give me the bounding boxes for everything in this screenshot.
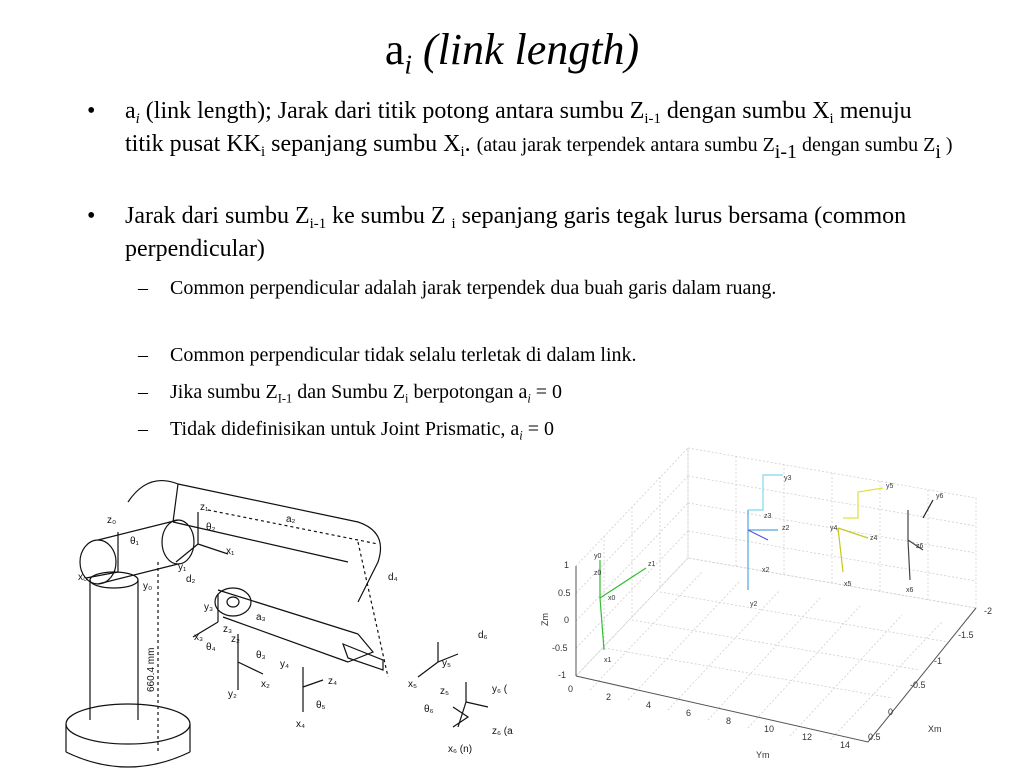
sub-i-1: i-1 <box>774 141 798 163</box>
label-theta4: θ₄ <box>206 642 216 653</box>
label-x3: x₃ <box>194 632 204 643</box>
frame-label: z3 <box>764 513 772 520</box>
frame-label: x2 <box>762 567 770 574</box>
sub-i: i <box>935 141 941 163</box>
label-x4: x₄ <box>296 719 306 730</box>
robot-arm-diagram <box>58 462 518 768</box>
label-x6: x₆ (n) <box>448 744 473 755</box>
text-a: a <box>125 98 136 124</box>
frame-label: y2 <box>750 601 758 608</box>
text-segment: ke sumbu Z <box>326 203 452 229</box>
label-a2: a₂ <box>286 514 296 525</box>
ym-tick: 14 <box>840 740 851 750</box>
dash-marker: – <box>138 277 148 299</box>
ym-tick: 0 <box>568 684 574 694</box>
text-segment: . <box>464 131 477 157</box>
sub-bullet-2 <box>138 340 930 370</box>
note-text: ) <box>940 134 953 156</box>
text-segment: = 0 <box>522 418 554 440</box>
frame-label: y6 <box>936 493 944 500</box>
upper-arm <box>128 481 381 602</box>
label-x2: x₂ <box>261 679 270 690</box>
frame-label: y5 <box>886 483 894 490</box>
note-text: (atau jarak terpendek antara sumbu Z <box>476 134 775 156</box>
text-segment: Tidak didefinisikan untuk Joint Prismatic, a <box>170 418 520 440</box>
label-d2: d₂ <box>186 574 196 585</box>
shoulder-cylinder <box>98 520 178 584</box>
dash-marker: – <box>138 381 148 403</box>
frame-label: x5 <box>844 581 852 588</box>
label-d6: d₆ <box>478 630 488 641</box>
frames-3d-plot <box>538 440 998 768</box>
ym-tick: 6 <box>686 708 692 718</box>
frame-label: x6 <box>906 587 914 594</box>
frame-label: z4 <box>870 535 878 542</box>
label-z5: z₅ <box>440 686 450 697</box>
sub-i: i <box>527 391 531 406</box>
ym-tick: 12 <box>802 732 813 742</box>
frame-3-axes <box>193 594 218 637</box>
label-y0: y₀ <box>143 581 153 592</box>
text-segment: sepanjang sumbu X <box>265 131 461 157</box>
label-x1: x₁ <box>226 546 235 557</box>
text-segment: menuju titik pusat KK <box>125 98 912 157</box>
label-z1: z₁ <box>200 502 209 513</box>
label-height: 660.4 mm <box>146 647 157 692</box>
text-segment: sepanjang garis tegak lurus bersama (common perpendicular) <box>125 203 907 262</box>
frame-label: y0 <box>594 553 602 560</box>
zm-label: Zm <box>540 613 550 626</box>
xm-tick: -1 <box>934 656 943 666</box>
wrist-block <box>343 644 383 670</box>
elbow-disk <box>215 588 251 616</box>
ym-label: Ym <box>756 750 770 760</box>
label-x0: x₀ <box>78 572 88 583</box>
xm-tick: -0.5 <box>910 680 926 690</box>
zm-tick: 0.5 <box>558 588 571 598</box>
bullet-marker: • <box>87 203 96 229</box>
label-y1: y₁ <box>178 562 187 573</box>
sub-i: i <box>135 111 140 128</box>
title-variable: a <box>384 25 405 74</box>
sub-i: i <box>460 144 465 161</box>
frame-2 <box>748 510 778 590</box>
grid-lines <box>576 448 976 742</box>
frame-1-axes <box>176 512 228 562</box>
text-segment: = 0 <box>530 381 563 403</box>
ym-tick: 8 <box>726 716 732 726</box>
sub-i: i <box>451 216 456 233</box>
sub-i: i <box>829 111 834 128</box>
text-segment: berpotongan a <box>408 381 528 403</box>
xm-tick: -2 <box>984 606 993 616</box>
frame-label: x0 <box>608 595 616 602</box>
ym-tick: 2 <box>606 692 612 702</box>
text-segment: dengan sumbu X <box>660 98 830 124</box>
text-segment: Jika sumbu Z <box>170 381 278 403</box>
sub-bullet-3 <box>138 377 930 407</box>
ym-tick: 4 <box>646 700 652 710</box>
sub-bullet-text: Common perpendicular tidak selalu terletak di dalam link. <box>170 344 637 366</box>
xm-tick: 0 <box>888 707 894 717</box>
frame-label: z2 <box>782 525 790 532</box>
dash-marker: – <box>138 418 148 440</box>
frame-label: y3 <box>784 475 792 482</box>
label-theta3: θ₃ <box>256 650 266 661</box>
dash-marker: – <box>138 344 148 366</box>
label-z4: z₄ <box>328 676 338 687</box>
sub-i-1: i-1 <box>309 216 327 233</box>
column <box>90 580 138 720</box>
frame-label: z6 <box>916 543 924 550</box>
title-subscript: i <box>404 49 412 80</box>
slide-title <box>0 22 1024 78</box>
forearm <box>218 590 373 662</box>
frame-5-axes <box>418 642 458 677</box>
xm-tick: 0.5 <box>868 732 881 742</box>
frame-label: x1 <box>604 657 612 664</box>
xm-tick: -1.5 <box>958 630 974 640</box>
zm-tick: -1 <box>558 670 567 680</box>
label-y3: y₃ <box>204 602 214 613</box>
label-theta2: θ₂ <box>206 522 216 533</box>
label-theta5: θ₅ <box>316 700 326 711</box>
note-text: dengan sumbu Z <box>797 134 936 156</box>
text-segment: (link length); Jarak dari titik potong antara sumbu Z <box>139 98 645 124</box>
label-y2: y₂ <box>228 689 237 700</box>
label-x5: x₅ <box>408 679 418 690</box>
zm-tick: 0 <box>564 615 570 625</box>
zm-tick: 1 <box>564 560 570 570</box>
frame-5 <box>843 488 883 518</box>
title-text: (link length) <box>411 25 640 74</box>
label-y4: y₄ <box>280 659 290 670</box>
label-y6: y₆ ( <box>492 684 508 695</box>
plot-box <box>576 566 976 742</box>
xm-label: Xm <box>928 724 942 734</box>
sub-i: i <box>405 391 409 406</box>
sub-i: i <box>519 428 523 443</box>
text-segment: Jarak dari sumbu Z <box>125 203 310 229</box>
label-z0: z₀ <box>107 515 117 526</box>
base-ellipse <box>66 704 190 744</box>
label-d4: d₄ <box>388 572 398 583</box>
frame-label: z0 <box>594 570 602 577</box>
frame-2-axes <box>238 634 263 690</box>
ym-tick: 10 <box>764 724 775 734</box>
sub-i-1: i-1 <box>644 111 661 128</box>
label-y5: y₅ <box>442 658 452 669</box>
frame-4 <box>838 528 868 572</box>
frame-label: y4 <box>830 525 838 532</box>
label-theta6: θ₆ <box>424 704 434 715</box>
bullet-link-length-definition <box>87 95 955 163</box>
zm-tick: -0.5 <box>552 643 568 653</box>
shoulder-cap <box>162 520 194 564</box>
label-z3: z₃ <box>223 624 233 635</box>
base-bottom <box>66 752 190 767</box>
bullet-marker: • <box>87 98 96 124</box>
frame-0 <box>600 560 646 650</box>
text-segment: dan Sumbu Z <box>292 381 406 403</box>
label-theta1: θ₁ <box>130 536 139 547</box>
label-z2: z₂ <box>231 634 240 645</box>
frame-3 <box>748 475 783 510</box>
sub-bullet-text: Common perpendicular adalah jarak terpendek dua buah garis dalam ruang. <box>170 277 777 299</box>
label-a3: a₃ <box>256 612 266 623</box>
bullet-common-perpendicular <box>87 200 955 266</box>
sub-I-1: I-1 <box>277 391 293 406</box>
sub-bullet-1 <box>138 273 930 303</box>
frame-label: z1 <box>648 561 656 568</box>
label-z6: z₆ (a <box>492 726 513 737</box>
sub-i: i <box>261 144 266 161</box>
